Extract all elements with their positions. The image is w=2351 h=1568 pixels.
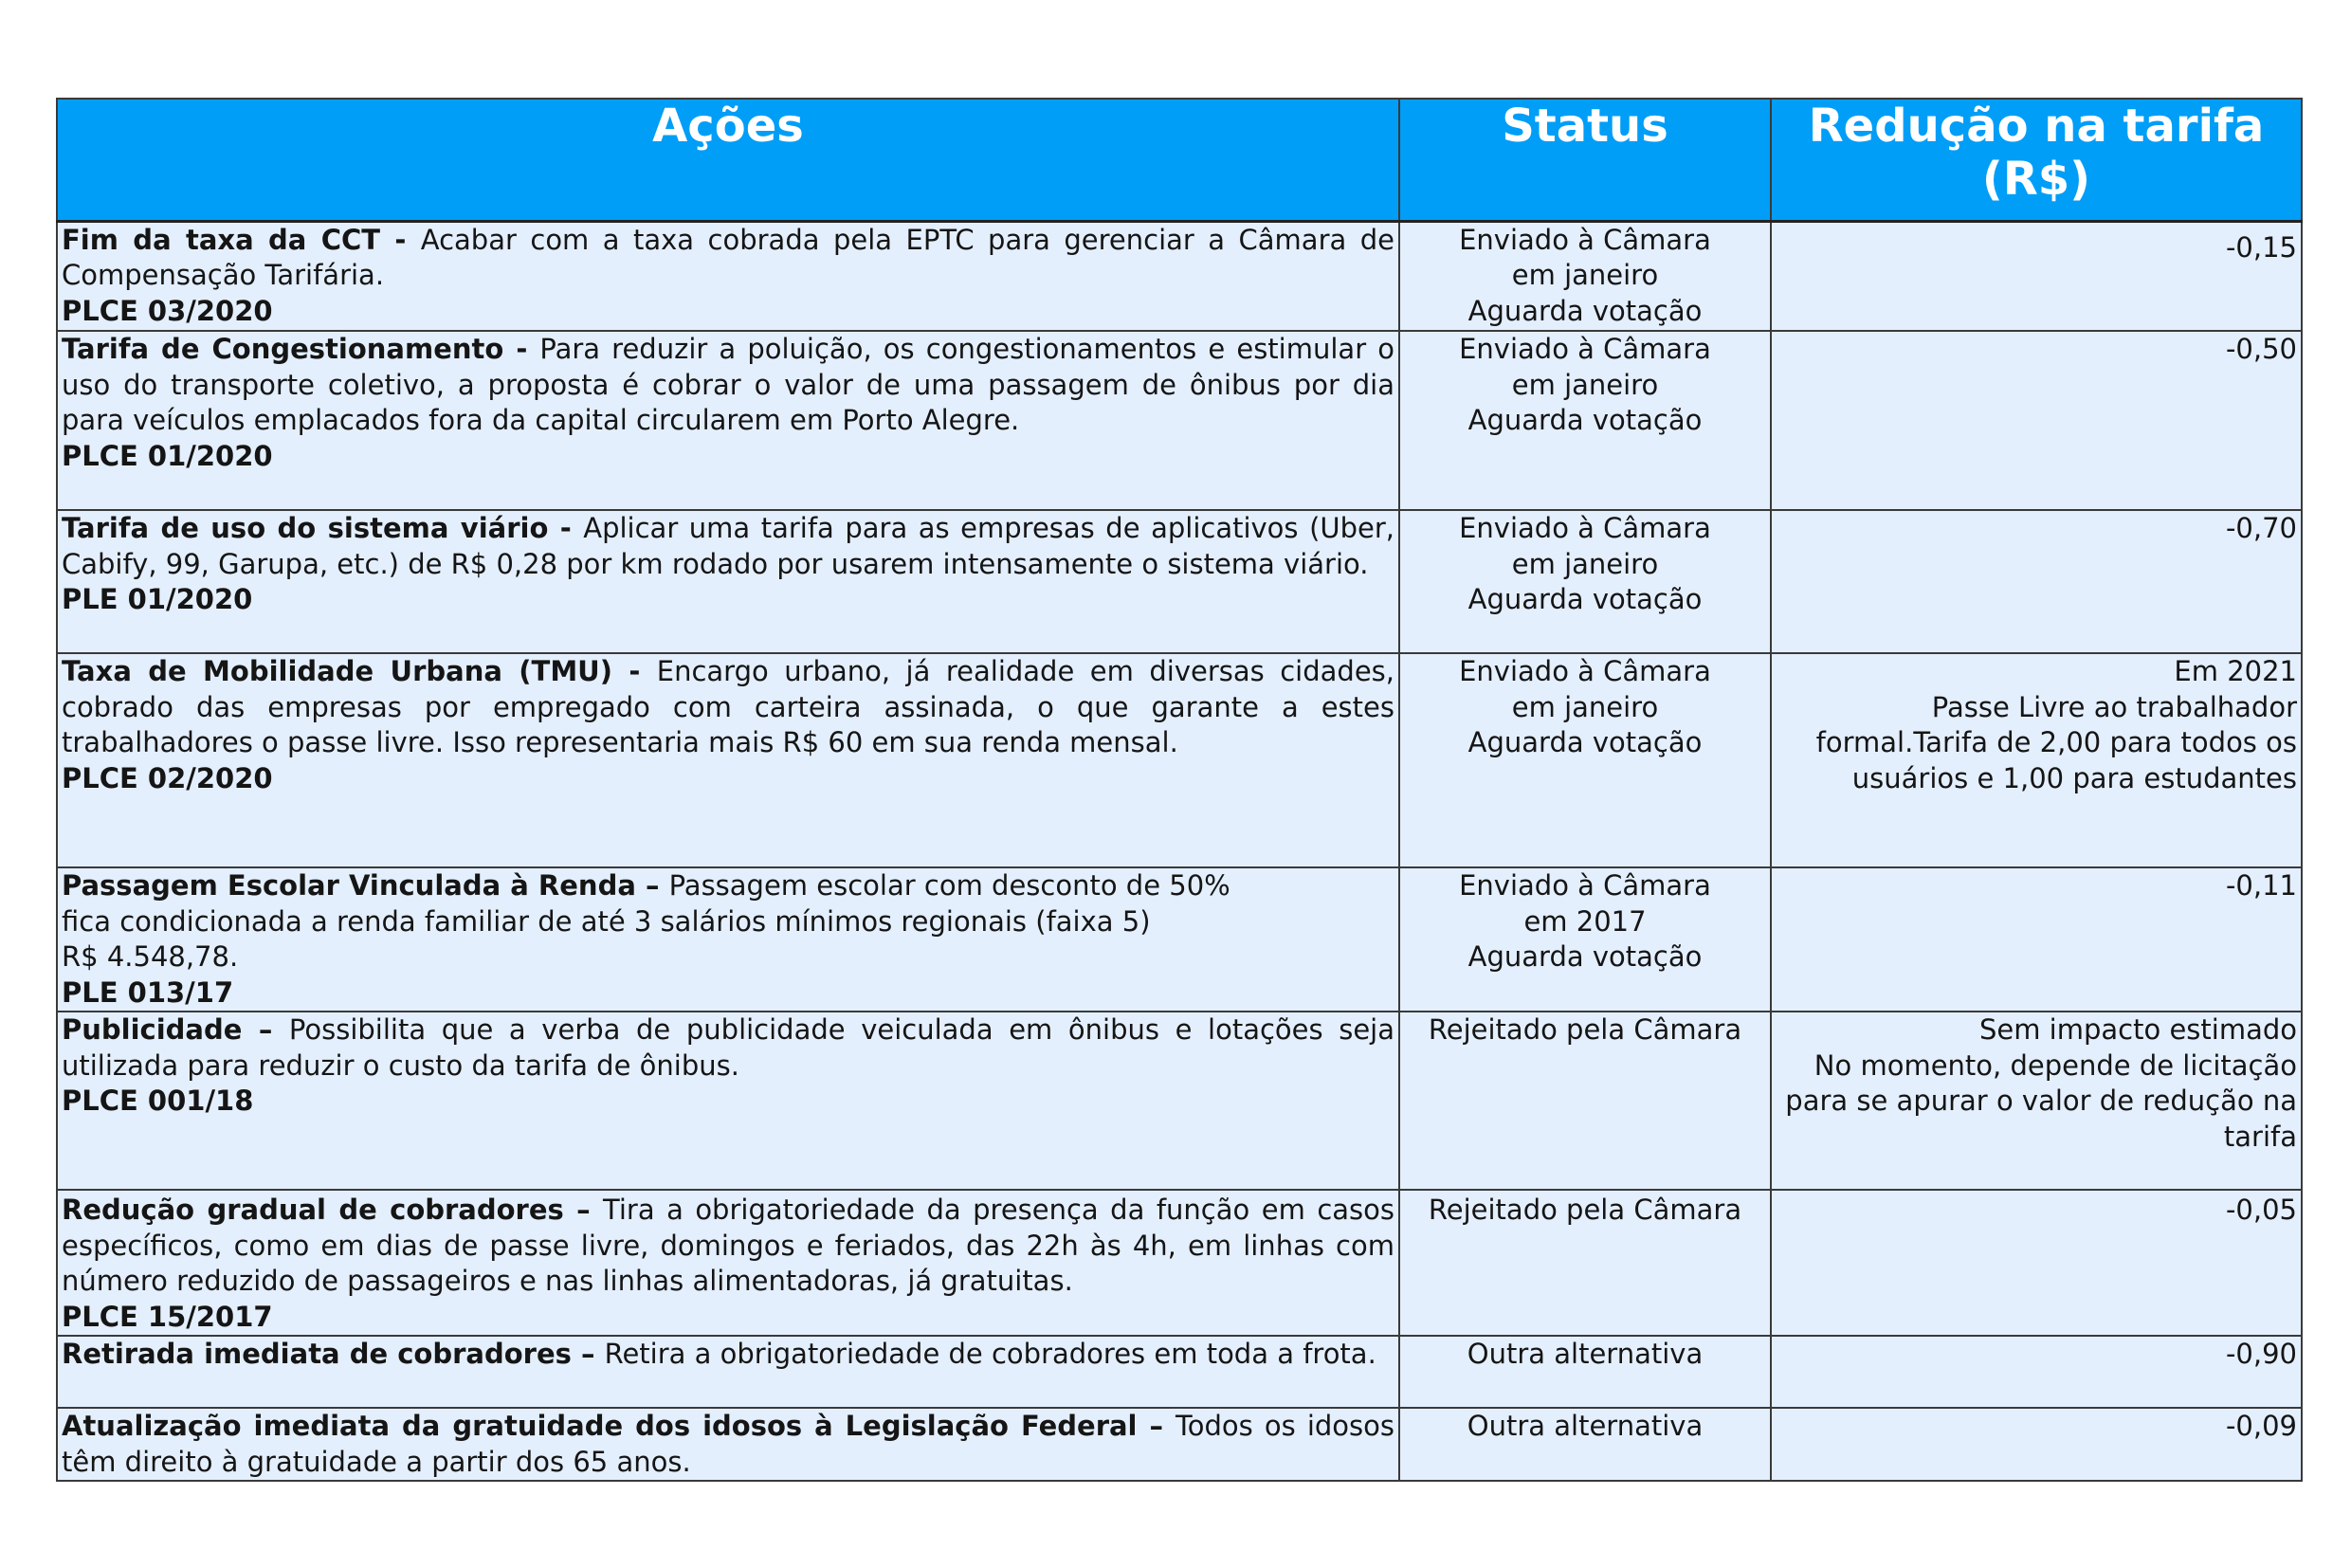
tariff-actions-table bbox=[56, 98, 2303, 1482]
row-status-cell bbox=[1399, 510, 1771, 653]
status-line: em 2017 bbox=[1523, 904, 1647, 938]
reduction-note: Passe Livre ao trabalhador formal.Tarifa de 2,00 para todos os usuários e 1,00 para estudantes bbox=[1815, 690, 2297, 794]
action-description-line: Passagem escolar com desconto de 50% bbox=[668, 869, 1230, 902]
action-title: Retirada imediata de cobradores bbox=[62, 1338, 572, 1370]
status-line: em janeiro bbox=[1511, 690, 1659, 723]
status-line: Enviado à Câmara bbox=[1459, 333, 1711, 365]
table-row bbox=[57, 653, 2302, 867]
action-separator: - bbox=[611, 655, 657, 687]
action-description: Todos os idosos têm direito à gratuidade a partir dos 65 anos. bbox=[62, 1410, 1394, 1478]
status-line: Enviado à Câmara bbox=[1459, 512, 1711, 544]
action-separator: – bbox=[1137, 1410, 1176, 1442]
row-status-cell bbox=[1399, 221, 1771, 331]
action-description: Aplicar uma tarifa para as empresas de aplicativos (Uber, Cabify, 99, Garupa, etc.) de R$ 0,28 por km rodado por usarem intensamente o sistema viário. bbox=[62, 512, 1394, 580]
reduction-note-heading: Sem impacto estimado bbox=[1978, 1013, 2297, 1046]
status-line: Aguarda votação bbox=[1467, 583, 1703, 615]
row-acao-cell bbox=[57, 331, 1399, 510]
row-acao-cell bbox=[57, 221, 1399, 331]
table-row bbox=[57, 1190, 2302, 1336]
row-reducao-cell bbox=[1771, 1408, 2302, 1481]
action-description: Tira a obrigatoriedade da presença da função em casos específicos, como em dias de passe livre, domingos e feriados, das 22h às 4h, em linhas com número reduzido de passageiros e nas linhas alimentadoras, já gratuitas. bbox=[62, 1194, 1394, 1297]
action-separator: – bbox=[563, 1194, 604, 1226]
status-line: em janeiro bbox=[1511, 368, 1659, 401]
status-line: Rejeitado pela Câmara bbox=[1428, 1013, 1742, 1046]
action-title: Tarifa de Congestionamento bbox=[62, 333, 504, 365]
row-reducao-cell bbox=[1771, 1190, 2302, 1336]
action-separator: – bbox=[242, 1013, 289, 1046]
bill-code: PLCE 02/2020 bbox=[62, 761, 273, 794]
row-acao-cell bbox=[57, 1012, 1399, 1190]
row-status-cell bbox=[1399, 1336, 1771, 1408]
row-status-cell bbox=[1399, 1190, 1771, 1336]
row-acao-cell bbox=[57, 867, 1399, 1012]
action-title: Passagem Escolar Vinculada à Renda bbox=[62, 869, 636, 902]
action-title: Atualização imediata da gratuidade dos idosos à Legislação Federal bbox=[62, 1410, 1138, 1442]
row-acao-cell bbox=[57, 1408, 1399, 1481]
action-separator: – bbox=[571, 1338, 605, 1370]
table-row bbox=[57, 510, 2302, 653]
status-line: em janeiro bbox=[1511, 547, 1659, 580]
action-description-line: R$ 4.548,78. bbox=[62, 940, 239, 973]
table-row bbox=[57, 867, 2302, 1012]
reduction-value: -0,11 bbox=[2225, 869, 2297, 902]
action-separator: - bbox=[380, 223, 421, 256]
table-row bbox=[57, 221, 2302, 331]
bill-code: PLE 013/17 bbox=[62, 975, 234, 1009]
status-line: Aguarda votação bbox=[1467, 404, 1703, 436]
reduction-value: -0,90 bbox=[2225, 1338, 2297, 1370]
row-reducao-cell bbox=[1771, 867, 2302, 1012]
action-separator: - bbox=[548, 512, 584, 544]
row-reducao-cell bbox=[1771, 221, 2302, 331]
bill-code: PLCE 15/2017 bbox=[62, 1300, 273, 1333]
reduction-value: -0,15 bbox=[2225, 230, 2297, 264]
row-status-cell bbox=[1399, 1408, 1771, 1481]
status-line: em janeiro bbox=[1511, 259, 1659, 291]
row-status-cell bbox=[1399, 331, 1771, 510]
action-separator: – bbox=[635, 869, 669, 902]
action-title: Publicidade bbox=[62, 1013, 243, 1046]
tariff-actions-table-wrapper bbox=[56, 98, 2301, 1482]
table-row bbox=[57, 1012, 2302, 1190]
action-title: Fim da taxa da CCT bbox=[62, 223, 381, 256]
status-line: Aguarda votação bbox=[1467, 940, 1703, 973]
status-line: Aguarda votação bbox=[1467, 294, 1703, 327]
status-line: Outra alternativa bbox=[1467, 1410, 1704, 1442]
status-line: Enviado à Câmara bbox=[1459, 223, 1711, 256]
row-acao-cell bbox=[57, 1190, 1399, 1336]
row-reducao-cell bbox=[1771, 1012, 2302, 1190]
status-line: Rejeitado pela Câmara bbox=[1428, 1194, 1742, 1226]
header-acoes: Ações bbox=[57, 99, 1399, 221]
row-acao-cell bbox=[57, 510, 1399, 653]
reduction-note: No momento, depende de licitação para se apurar o valor de redução na tarifa bbox=[1785, 1048, 2297, 1153]
action-description-line: fica condicionada a renda familiar de até 3 salários mínimos regionais (faixa 5) bbox=[62, 904, 1151, 938]
bill-code: PLCE 03/2020 bbox=[62, 294, 273, 327]
reduction-value: -0,50 bbox=[2225, 333, 2297, 365]
reduction-value: -0,05 bbox=[2225, 1194, 2297, 1226]
row-status-cell bbox=[1399, 653, 1771, 867]
row-reducao-cell bbox=[1771, 331, 2302, 510]
table-row bbox=[57, 331, 2302, 510]
status-line: Enviado à Câmara bbox=[1459, 869, 1711, 902]
row-status-cell bbox=[1399, 867, 1771, 1012]
bill-code: PLCE 01/2020 bbox=[62, 439, 273, 472]
row-acao-cell bbox=[57, 653, 1399, 867]
reduction-note-heading: Em 2021 bbox=[2174, 655, 2297, 687]
status-line: Outra alternativa bbox=[1467, 1338, 1704, 1370]
action-title: Redução gradual de cobradores bbox=[62, 1194, 564, 1226]
status-line: Aguarda votação bbox=[1467, 726, 1703, 758]
bill-code: PLCE 001/18 bbox=[62, 1085, 254, 1117]
row-reducao-cell bbox=[1771, 1336, 2302, 1408]
action-title: Taxa de Mobilidade Urbana (TMU) bbox=[62, 655, 612, 687]
reduction-value: -0,70 bbox=[2225, 512, 2297, 544]
action-description: Retira a obrigatoriedade de cobradores em toda a frota. bbox=[604, 1338, 1376, 1370]
action-description: Encargo urbano, já realidade em diversas cidades, cobrado das empresas por empregado com carteira assinada, o que garante a estes trabalhadores o passe livre. Isso representaria mais R$ 60 em sua renda mensal. bbox=[62, 655, 1394, 758]
reduction-value: -0,09 bbox=[2225, 1410, 2297, 1442]
row-acao-cell bbox=[57, 1336, 1399, 1408]
header-reducao: Redução na tarifa (R$) bbox=[1771, 99, 2302, 221]
action-separator: - bbox=[503, 333, 540, 365]
table-header-row bbox=[57, 99, 2302, 221]
action-description: Possibilita que a verba de publicidade veiculada em ônibus e lotações seja utilizada para reduzir o custo da tarifa de ônibus. bbox=[62, 1013, 1394, 1082]
action-description: Acabar com a taxa cobrada pela EPTC para gerenciar a Câmara de Compensação Tarifária. bbox=[62, 223, 1394, 291]
bill-code: PLE 01/2020 bbox=[62, 583, 253, 615]
row-reducao-cell bbox=[1771, 653, 2302, 867]
action-title: Tarifa de uso do sistema viário bbox=[62, 512, 549, 544]
status-line: Enviado à Câmara bbox=[1459, 655, 1711, 687]
row-reducao-cell bbox=[1771, 510, 2302, 653]
table-row bbox=[57, 1408, 2302, 1481]
header-status: Status bbox=[1399, 99, 1771, 221]
table-row bbox=[57, 1336, 2302, 1408]
action-description: Para reduzir a poluição, os congestionamentos e estimular o uso do transporte coletivo, a proposta é cobrar o valor de uma passagem de ônibus por dia para veículos emplacados fora da capital circularem em Porto Alegre. bbox=[62, 333, 1394, 436]
row-status-cell bbox=[1399, 1012, 1771, 1190]
